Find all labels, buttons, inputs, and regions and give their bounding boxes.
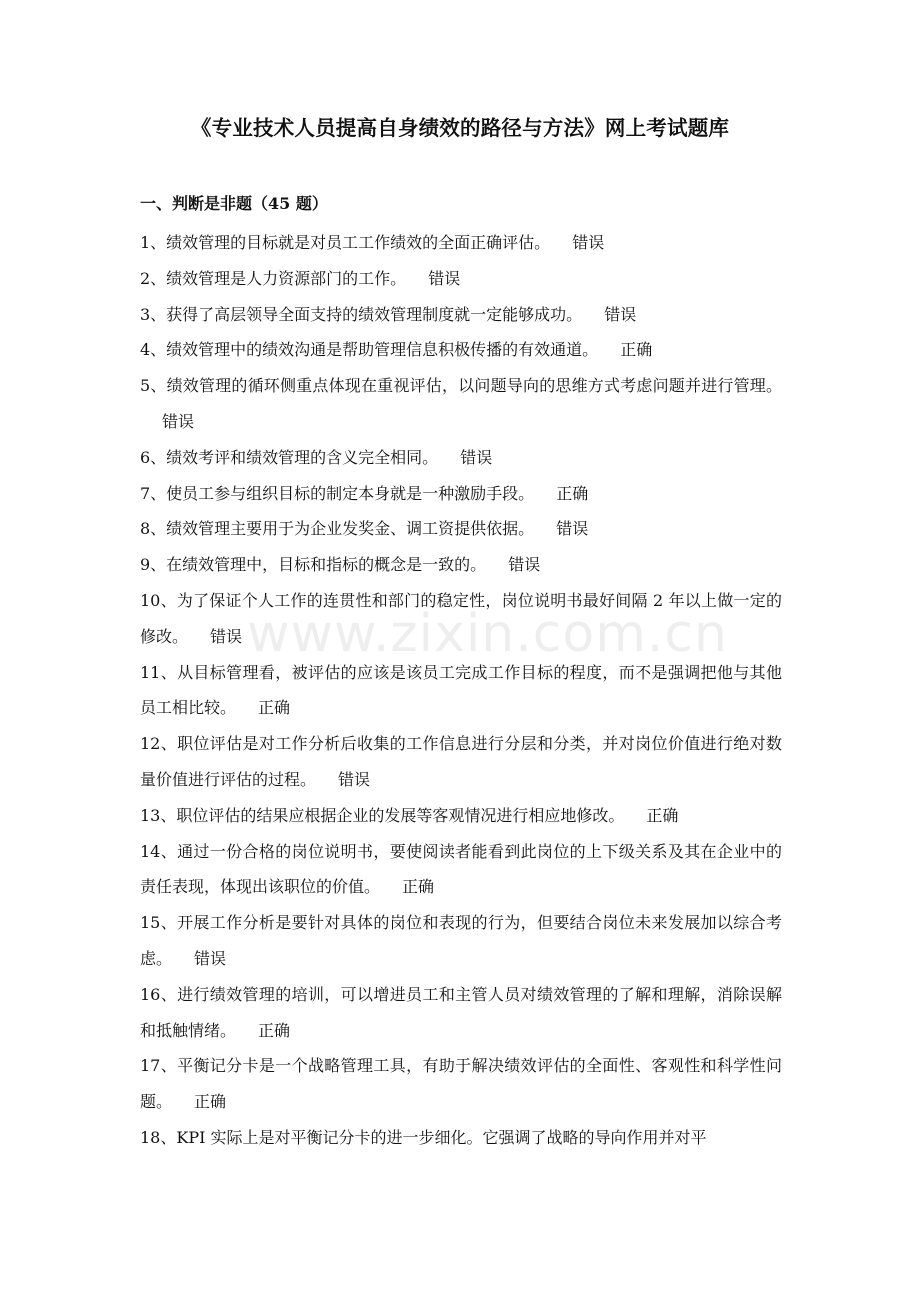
- question-text: 15、开展工作分析是要针对具体的岗位和表现的行为，但要结合岗位未来发展加以综合考虑。: [140, 913, 782, 968]
- question-answer: 正确: [194, 1092, 227, 1112]
- question-answer: 错误: [210, 626, 243, 646]
- question-text: 6、绩效考评和绩效管理的含义完全相同。: [140, 447, 439, 467]
- question-answer: 正确: [620, 340, 653, 360]
- question-answer: 错误: [572, 233, 605, 252]
- question-item: [140, 798, 782, 834]
- question-list: [140, 225, 782, 1156]
- question-item: [140, 297, 782, 333]
- question-item: [140, 726, 782, 798]
- question-answer: 错误: [428, 268, 461, 288]
- question-text: 9、在绩效管理中，目标和指标的概念是一致的。: [140, 555, 487, 575]
- question-text: 2、绩效管理是人力资源部门的工作。: [140, 268, 407, 288]
- question-answer: 错误: [194, 948, 227, 968]
- question-text: 5、绩效管理的循环侧重点体现在重视评估，以问题导向的思维方式考虑问题并进行管理。: [140, 376, 782, 396]
- question-answer: 正确: [258, 698, 291, 718]
- question-answer: 正确: [556, 483, 589, 503]
- section-heading: 一、判断是非题（45 题）: [140, 194, 328, 213]
- question-item: [140, 440, 782, 476]
- question-text: 16、进行绩效管理的培训，可以增进员工和主管人员对绩效管理的了解和理解，消除误解和抵触情绪。: [140, 984, 782, 1040]
- question-answer: 错误: [508, 555, 541, 575]
- question-item: [140, 1048, 782, 1120]
- question-answer: 正确: [258, 1020, 291, 1040]
- question-text: 18、KPI 实际上是对平衡记分卡的进一步细化。它强调了战略的导向作用并对平: [140, 1127, 707, 1147]
- question-item: [140, 655, 782, 727]
- question-text: 13、职位评估的结果应根据企业的发展等客观情况进行相应地修改。: [140, 805, 625, 825]
- question-text: 10、为了保证个人工作的连贯性和部门的稳定性，岗位说明书最好间隔 2 年以上做一定的修改。: [140, 590, 782, 646]
- question-answer: 错误: [162, 411, 195, 431]
- document-title: 《专业技术人员提高自身绩效的路径与方法》网上考试题库: [190, 116, 730, 140]
- question-text: 8、绩效管理主要用于为企业发奖金、调工资提供依据。: [140, 519, 535, 539]
- watermark: www.zixin.com.cn: [247, 604, 728, 664]
- question-item: [140, 977, 782, 1049]
- question-item: [140, 1120, 782, 1156]
- question-item: [140, 834, 782, 906]
- question-item: [140, 583, 782, 655]
- question-answer: 错误: [604, 304, 637, 324]
- question-item: [140, 368, 782, 440]
- question-text: 4、绩效管理中的绩效沟通是帮助管理信息积极传播的有效通道。: [140, 340, 599, 360]
- question-text: 1、绩效管理的目标就是对员工工作绩效的全面正确评估。: [140, 233, 551, 252]
- question-answer: 错误: [338, 769, 371, 789]
- question-item: [140, 905, 782, 977]
- question-text: 11、从目标管理看，被评估的应该是该员工完成工作目标的程度，而不是强调把他与其他员工相比较。: [140, 662, 782, 718]
- question-text: 17、平衡记分卡是一个战略管理工具，有助于解决绩效评估的全面性、客观性和科学性问题。: [140, 1056, 782, 1112]
- question-item: [140, 225, 782, 261]
- question-answer: 正确: [402, 877, 435, 897]
- question-item: [140, 547, 782, 583]
- question-item: [140, 511, 782, 547]
- question-answer: 正确: [646, 805, 679, 825]
- question-answer: 错误: [460, 447, 493, 467]
- question-text: 14、通过一份合格的岗位说明书，要使阅读者能看到此岗位的上下级关系及其在企业中的责任表现，体现出该职位的价值。: [140, 841, 782, 897]
- question-item: [140, 332, 782, 368]
- question-item: [140, 261, 782, 297]
- question-item: [140, 476, 782, 512]
- question-text: 3、获得了高层领导全面支持的绩效管理制度就一定能够成功。: [140, 304, 583, 324]
- question-text: 12、职位评估是对工作分析后收集的工作信息进行分层和分类，并对岗位价值进行绝对数量价值进行评估的过程。: [140, 734, 782, 789]
- question-answer: 错误: [556, 519, 589, 539]
- question-text: 7、使员工参与组织目标的制定本身就是一种激励手段。: [140, 483, 535, 503]
